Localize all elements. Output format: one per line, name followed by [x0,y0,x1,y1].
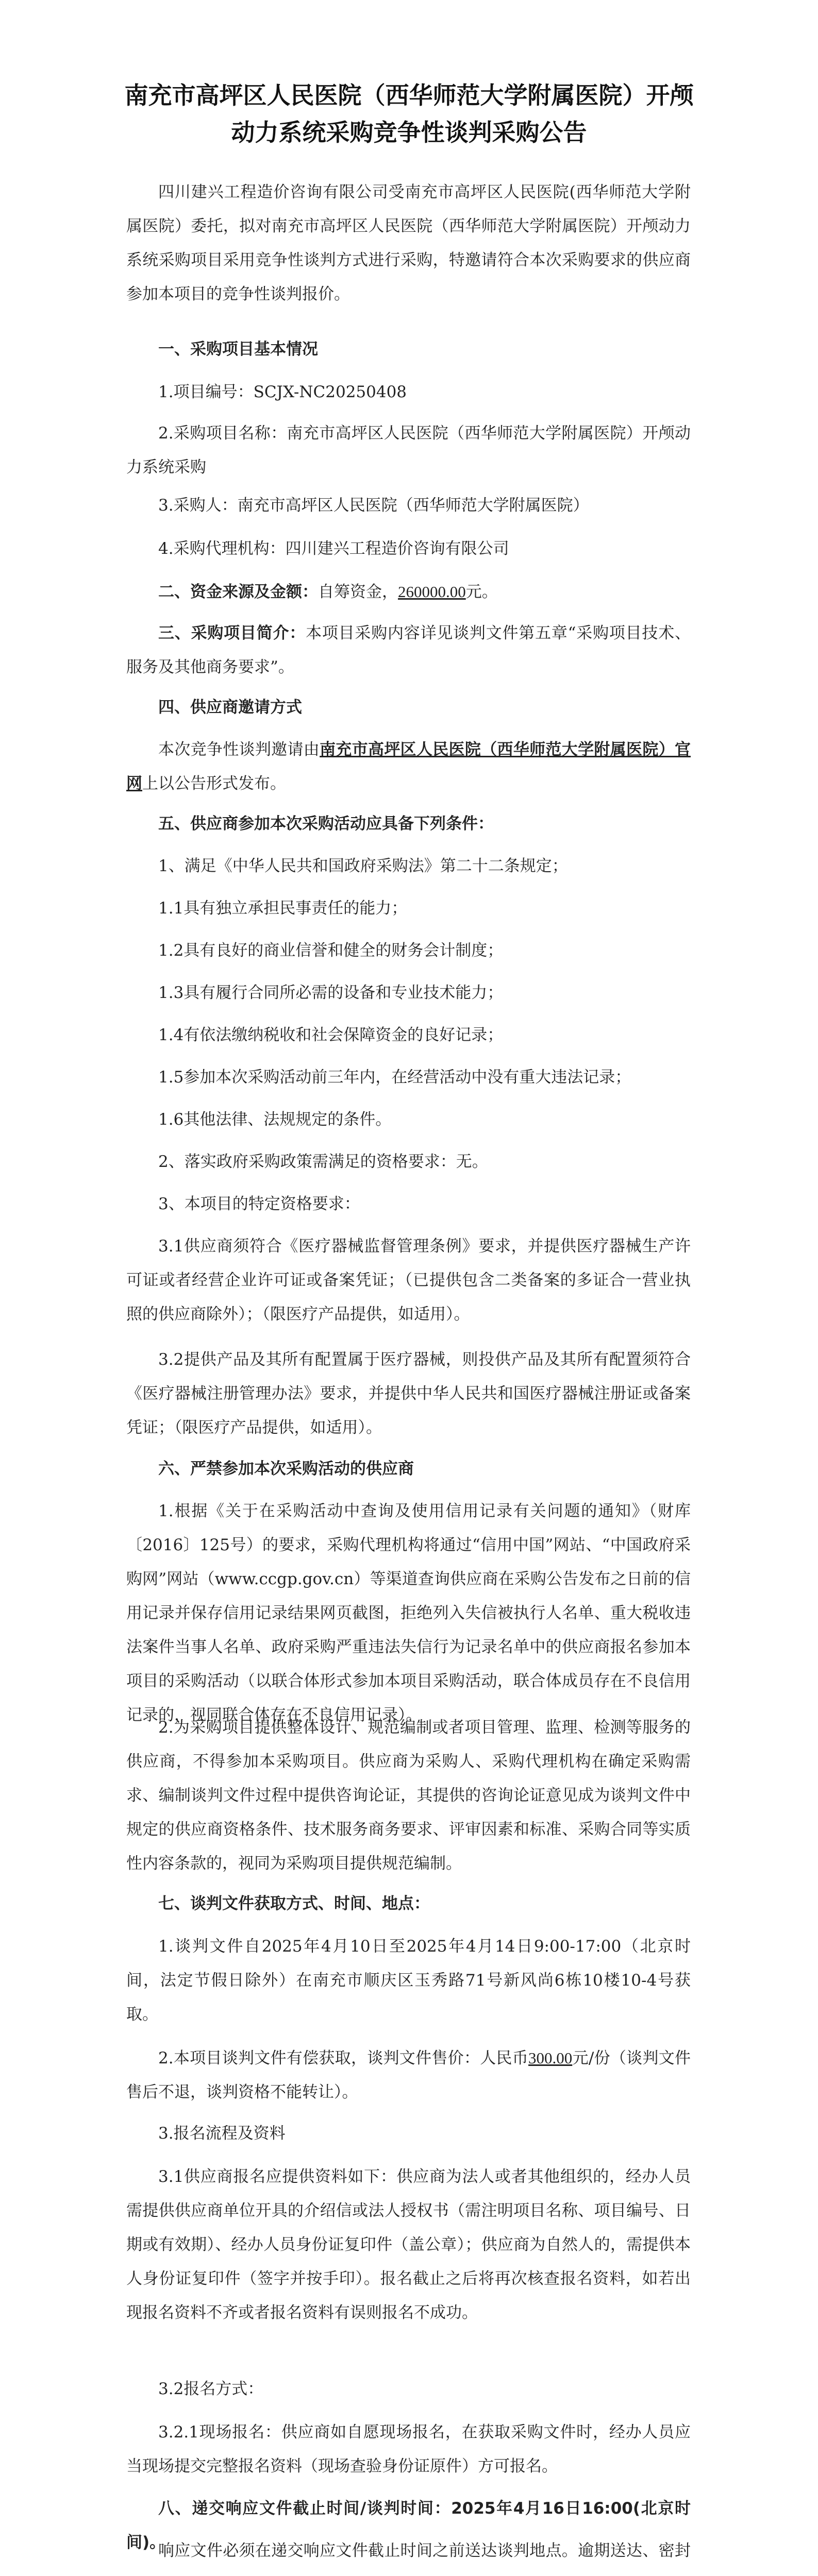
announcement-title-line-2: 动力系统采购竞争性谈判采购公告 [231,118,587,146]
requirement-1-6: 1.6其他法律、法规规定的条件。 [158,1110,392,1129]
project-number: 1.项目编号：SCJX-NC20250408 [158,383,407,401]
procurement-agency: 4.采购代理机构：四川建兴工程造价咨询有限公司 [158,539,509,558]
document-acquisition-time: 1.谈判文件自2025年4月10日至2025年4月14日9:00-17:00（北京时间，法定节假日除外）在南充市顺庆区玉秀路71号新风尚6栋10楼10-4号获取。 [126,1937,691,2024]
funding-amount: 260000.00 [398,583,466,601]
section-5-heading: 五、供应商参加本次采购活动应具备下列条件： [158,815,494,833]
funding-unit: 元。 [465,583,498,601]
requirement-1-3: 1.3具有履行合同所必需的设备和专业技术能力； [158,984,504,1002]
section-6-heading: 六、严禁参加本次采购活动的供应商 [158,1460,414,1478]
section-4-heading: 四、供应商邀请方式 [158,698,302,717]
document-price: 300.00 [528,2049,573,2067]
funding-paragraph [126,575,691,609]
requirement-1-2: 1.2具有良好的商业信誉和健全的财务会计制度； [158,941,504,960]
requirement-2: 2、落实政府采购政策需满足的资格要求：无。 [158,1153,488,1171]
section-3-heading: 三、采购项目简介： [158,624,306,642]
project-brief-paragraph [126,616,691,684]
requirement-3-2: 3.2提供产品及其所有配置属于医疗器械，则投供产品及其所有配置须符合《医疗器械注册管理办法》要求，并提供中华人民共和国医疗器械注册证或备案凭证；（限医疗产品提供，如适用）。 [126,1350,691,1437]
onsite-registration: 3.2.1现场报名：供应商如自愿现场报名，在获取采购文件时，经办人员应当现场提交完整报名资料（现场查验身份证原件）方可报名。 [126,2423,691,2476]
registration-method: 3.2报名方式： [158,2380,264,2398]
submission-rules: 响应文件必须在递交响应文件截止时间之前送达谈判地点。逾期送达、密封 [158,2541,691,2560]
document-price-text-b: 元/份（谈判文件售后不退，谈判资格不能转让）。 [126,2049,691,2102]
section-1-heading: 一、采购项目基本情况 [158,340,318,359]
section-7-heading: 七、谈判文件获取方式、时间、地点： [158,1894,430,1913]
funding-source: 自筹资金， [318,583,398,601]
requirement-3: 3、本项目的特定资格要求： [158,1195,360,1213]
document-price-text-a: 2.本项目谈判文件有偿获取，谈判文件售价：人民币 [158,2049,529,2067]
registration-materials: 3.1供应商报名应提供资料如下：供应商为法人或者其他组织的，经办人员需提供供应商单位开具的介绍信或法人授权书（需注明项目名称、项目编号、日期或有效期）、经办人员身份证复印件（盖公章）；供应商为自然人的，需提供本人身份证复印件（签字并按手印）。报名截止之后将再次核查报名资料，如若出现报名资料不齐或者报名资料有误则报名不成功。 [126,2167,691,2322]
invitation-paragraph [126,733,691,801]
project-brief-text: 本项目采购内容详见谈判文件第五章“采购项目技术、服务及其他商务要求”。 [126,624,691,676]
section-8-heading: 八、递交响应文件截止时间/谈判时间：2025年4月16日16:00(北京时间)。 [126,2499,691,2552]
requirement-3-1: 3.1供应商须符合《医疗器械监督管理条例》要求，并提供医疗器械生产许可证或者经营企业许可证或备案凭证；（已提供包含二类备案的多证合一营业执照的供应商除外）；（限医疗产品提供，如适用）。 [126,1237,691,1324]
prohibition-1: 1.根据《关于在采购活动中查询及使用信用记录有关问题的通知》（财库〔2016〕125号）的要求，采购代理机构将通过“信用中国”网站、“中国政府采购网”网站（www.ccgp.gov.cn）等渠道查询供应商在采购公告发布之日前的信用记录并保存信用记录结果网页截图，拒绝列入失信被执行人名单、重大税收违法案件当事人名单、政府采购严重违法失信行为记录名单中的供应商报名参加本项目的采购活动（以联合体形式参加本项目采购活动，联合体成员存在不良信用记录的，视同联合体存在不良信用记录）。 [126,1502,691,1724]
document-price-paragraph [126,2041,691,2109]
invitation-text-a: 本次竞争性谈判邀请由 [158,740,320,759]
invitation-text-b: 上以公告形式发布。 [142,774,286,793]
hospital-website-link[interactable]: 南充市高坪区人民医院（西华师范大学附属医院）官网 [126,740,691,793]
requirement-1-4: 1.4有依法缴纳税收和社会保障资金的良好记录； [158,1026,504,1044]
requirement-1-1: 1.1具有独立承担民事责任的能力； [158,899,408,918]
announcement-title-line-1: 南充市高坪区人民医院（西华师范大学附属医院）开颅 [124,81,694,109]
project-name: 2.采购项目名称：南充市高坪区人民医院（西华师范大学附属医院）开颅动力系统采购 [126,424,691,477]
section-2-heading: 二、资金来源及金额： [158,583,318,601]
purchaser: 3.采购人：南充市高坪区人民医院（西华师范大学附属医院） [158,496,589,515]
intro-paragraph: 四川建兴工程造价咨询有限公司受南充市高坪区人民医院(西华师范大学附属医院）委托，拟对南充市高坪区人民医院（西华师范大学附属医院）开颅动力系统采购项目采用竞争性谈判方式进行采购，特邀请符合本次采购要求的供应商参加本项目的竞争性谈判报价。 [126,183,691,303]
requirement-1: 1、满足《中华人民共和国政府采购法》第二十二条规定； [158,857,568,875]
prohibition-2: 2.为采购项目提供整体设计、规范编制或者项目管理、监理、检测等服务的供应商，不得参加本采购项目。供应商为采购人、采购代理机构在确定采购需求、编制谈判文件过程中提供咨询论证，其提供的咨询论证意见成为谈判文件中规定的供应商资格条件、技术服务商务要求、评审因素和标准、采购合同等实质性内容条款的，视同为采购项目提供规范编制。 [126,1718,691,1873]
registration-process: 3.报名流程及资料 [158,2124,286,2143]
requirement-1-5: 1.5参加本次采购活动前三年内，在经营活动中没有重大违法记录； [158,1068,631,1087]
